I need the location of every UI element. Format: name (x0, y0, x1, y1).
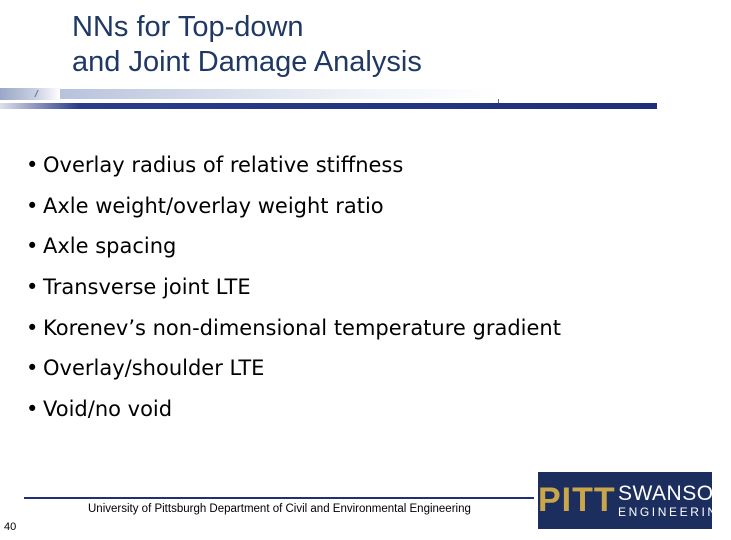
logo-right-block (618, 483, 731, 519)
bullet-text: Void/no void (43, 397, 173, 422)
logo-swanson-wordmark: SWANSON (618, 481, 730, 505)
bullet-icon: • (26, 193, 39, 218)
bullet-item (26, 308, 561, 349)
pitt-swanson-logo (538, 472, 731, 529)
bullet-text: Transverse joint LTE (43, 275, 251, 300)
bullet-item (26, 267, 561, 308)
title-rule-accent (0, 88, 60, 100)
bullet-icon: • (26, 153, 39, 177)
title-rule-fade (60, 89, 500, 99)
bullet-item (26, 348, 561, 389)
title-line-2: and Joint Damage Analysis (72, 46, 422, 78)
slide-title (72, 10, 632, 80)
footer-divider (24, 497, 534, 499)
footer-text: University of Pittsburgh Department of Civil and Environmental Engineering (88, 503, 471, 515)
bullet-text: Axle weight/overlay weight ratio (43, 193, 384, 218)
bullet-icon: • (26, 356, 39, 381)
bullet-item (26, 389, 561, 430)
bullet-text: Axle spacing (43, 234, 177, 259)
bullet-icon: • (26, 315, 39, 340)
bullet-icon: • (26, 275, 39, 300)
bullet-icon: • (26, 234, 39, 259)
bullet-text: Korenev’s non-dimensional temperature gradient (43, 315, 561, 340)
bullet-item (26, 226, 561, 267)
bullet-text: Overlay/shoulder LTE (43, 356, 265, 381)
bullet-text: Overlay radius of relative stiffness (43, 153, 404, 177)
bullet-list (26, 145, 561, 430)
bullet-item (26, 186, 561, 227)
bullet-item (26, 145, 561, 186)
logo-engineering-wordmark: ENGINEERING (618, 504, 731, 519)
title-divider (0, 103, 657, 109)
page-number: 40 (4, 521, 17, 533)
logo-pitt-wordmark: PITT (538, 481, 616, 519)
bullet-icon: • (26, 397, 39, 422)
title-line-1: NNs for Top-down (72, 11, 304, 43)
